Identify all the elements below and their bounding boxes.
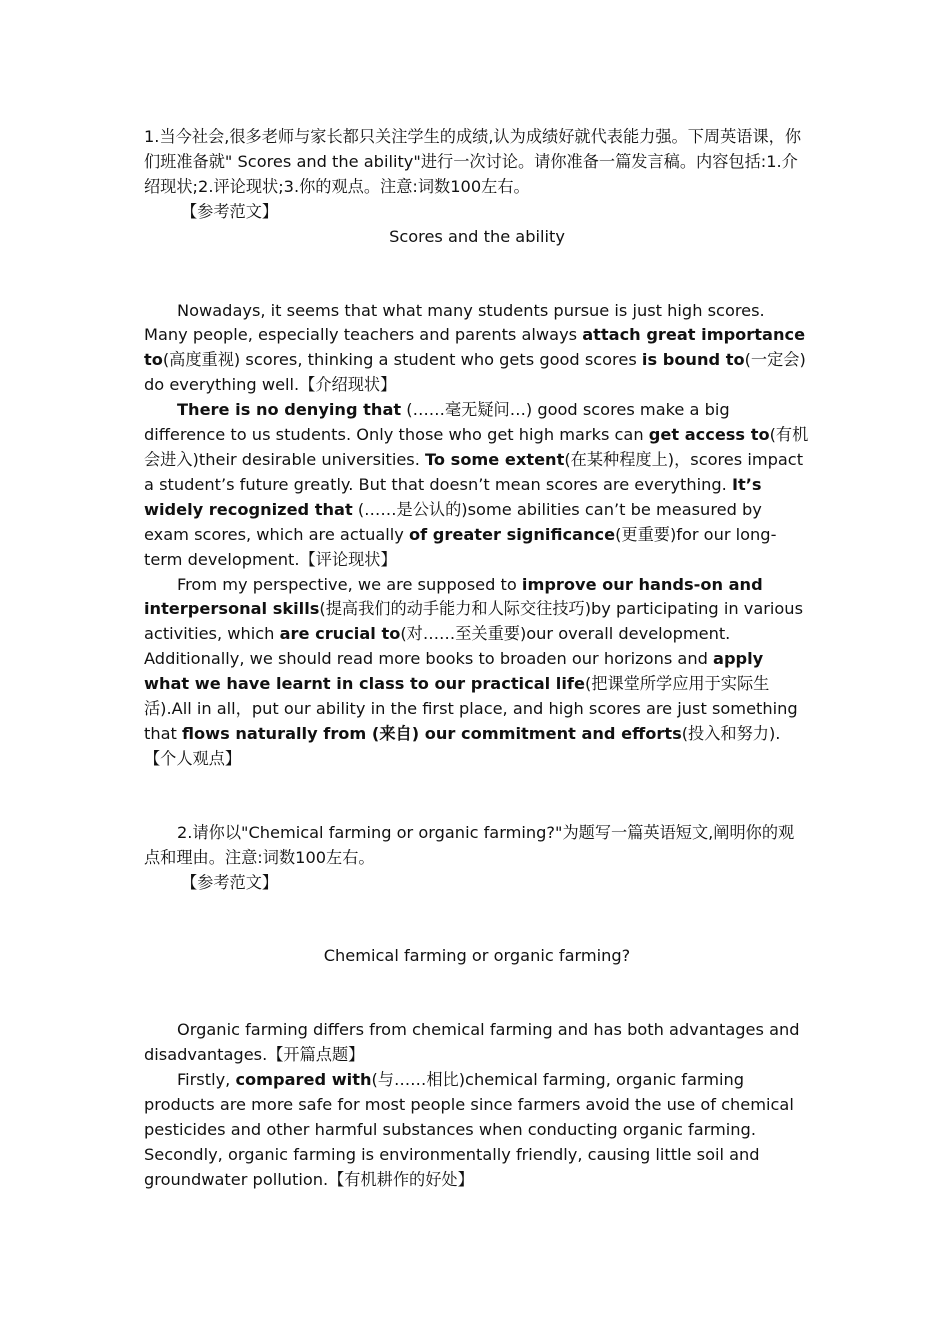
spacer <box>144 969 810 1018</box>
q1-paragraph-3: From my perspective, we are supposed to improve our hands-on and interpersonal skills(提高我们的动手能力和人际交往技巧)by participating in various activities, which are crucial to(对……至关重要)our overall development. Additionally, we should read more books to broaden our horizons and apply what we have learnt in class to our practical life(把课堂所学应用于实际生活).All in all，put our ability in the first place, and high scores are just something that flows naturally from (来自) our commitment and efforts(投入和努力).【个人观点】 <box>144 574 803 768</box>
q1-prompt: 1.当今社会,很多老师与家长都只关注学生的成绩,认为成绩好就代表能力强。下周英语课，你们班准备就" Scores and the ability"进行一次讨论。请你准备一篇发言稿。内容包括:1.介绍现状;2.评论现状;3.你的观点。注意:词数100左右。 <box>144 127 802 196</box>
q1-paragraph-2: There is no denying that (……毫无疑问…) good scores make a big difference to us students. Only those who get high marks can get access to(有机会进入)their desirable universities. To some extent(在某种程度上)，scores impact a student’s future greatly. But that doesn’t mean scores are everything. It’s widely recognized that (……是公认的)some abilities can’t be measured by exam scores, which are actually of greater significance(更重要)for our long-term development.【评论现状】 <box>144 400 809 569</box>
q1-paragraph-1: Nowadays, it seems that what many students pursue is just high scores. Many people, especially teachers and parents always attach great importance to(高度重视) scores, thinking a student who gets good scores is bound to(一定会) do everything well.【介绍现状】 <box>144 300 806 395</box>
q1-essay-title: Scores and the ability <box>389 226 565 246</box>
q1-reference-label: 【参考范文】 <box>181 201 279 221</box>
spacer <box>144 772 810 821</box>
q2-reference-label: 【参考范文】 <box>181 872 279 892</box>
q2-prompt: 2.请你以"Chemical farming or organic farming?"为题写一篇英语短文,阐明你的观点和理由。注意:词数100左右。 <box>144 822 795 867</box>
spacer <box>144 895 810 944</box>
q2-paragraph-2: Firstly, compared with(与……相比)chemical farming, organic farming products are more safe for most people since farmers avoid the use of chemical pesticides and other harmful substances when conducting organic farming. Secondly, organic farming is environmentally friendly, causing little soil and groundwater pollution.【有机耕作的好处】 <box>144 1070 794 1189</box>
q2-essay-title: Chemical farming or organic farming? <box>323 946 631 966</box>
q2-paragraph-1: Organic farming differs from chemical farming and has both advantages and disadvantages.【开篇点题】 <box>144 1020 800 1065</box>
document-content <box>144 125 810 1193</box>
spacer <box>144 250 810 299</box>
